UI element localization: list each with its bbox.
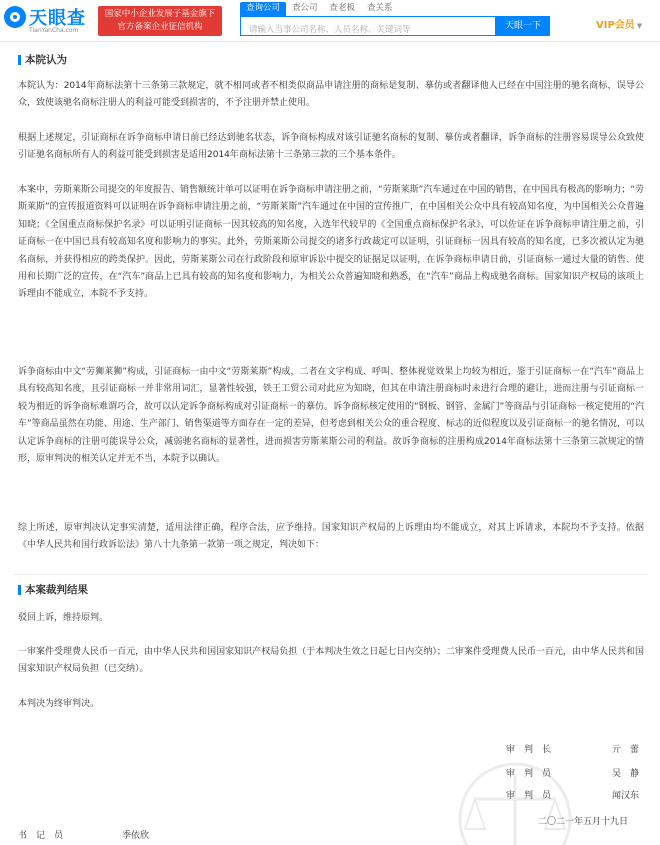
opinion-paragraph: 综上所述，原审判决认定事实清楚，适用法律正确，程序合法，应予维持。国家知识产权局的上诉理由均不能成立，对其上诉请求，本院均不予支持。依据《中华人民共和国行政诉讼法》第八十九条第一款第一项之规定，判决如下： bbox=[18, 523, 644, 551]
chevron-down-icon: ▼ bbox=[636, 22, 643, 30]
search-input[interactable] bbox=[241, 21, 495, 39]
signature-name: 吴 静 bbox=[612, 769, 640, 779]
section-title-result: 本案裁判结果 bbox=[18, 582, 88, 598]
tab-relation[interactable]: 查关系 bbox=[367, 3, 393, 13]
signature-name: 闻汉东 bbox=[612, 791, 640, 801]
top-header bbox=[0, 0, 660, 42]
site-logo[interactable] bbox=[4, 4, 94, 36]
opinion-paragraph: 本案中，劳斯莱斯公司提交的年度报告、销售额统计单可以证明在诉争商标申请注册之前，“劳斯莱斯”汽车通过在中国的销售，在中国具有极高的影响力；“劳斯莱斯”的宣传报道资料可以证明在诉争商标申请注册之前，“劳斯莱斯”汽车通过在中国的宣传推广，在中国相关公众中具有较高知名度，为中国相关公众普遍知晓；《全国重点商标保护名录》可以证明引证商标一因其较高的知名度，入选年代较早的《全国重点商标保护名录》，可以佐证在诉争商标申请注册之前，引证商标一在中国已具有较高知名度和影响力的事实。此外，劳斯莱斯公司提交的诸多行政裁定可以证明，引证商标一因具有较高的知名度，已多次被认定为驰名商标，并获得相应的跨类保护。因此，劳斯莱斯公司在行政阶段和原审诉讼中提交的证据足以证明，在诉争商标申请日前，引证商标一通过大量的销售、使用和长期广泛的宣传，在“汽车”商品上已具有较高的知名度和影响力，为相关公众普遍知晓和熟悉，在“汽车”商品上构成驰名商标。国家知识产权局的该项上诉理由不能成立，本院不予支持。 bbox=[18, 185, 644, 300]
badge-line2: 官方备案企业征信机构 bbox=[117, 22, 203, 32]
search-box bbox=[240, 16, 496, 36]
section-title-opinion: 本院认为 bbox=[18, 52, 67, 68]
badge-line1: 国家中小企业发展子基金旗下 bbox=[104, 9, 216, 19]
signature-role: 审 判 长 bbox=[506, 745, 552, 755]
opinion-paragraph: 根据上述规定，引证商标在诉争商标申请日前已经达到驰名状态，诉争商标构成对该引证驰名商标的复制、摹仿或者翻译，诉争商标的注册容易误导公众致使引证驰名商标所有人的利益可能受到损害是适用2014年商标法第十三条第三款的三个基本条件。 bbox=[18, 133, 644, 161]
tab-search-company[interactable]: 查询公司 bbox=[240, 2, 286, 16]
logo-text: 天眼查 bbox=[29, 8, 86, 29]
section-divider bbox=[14, 574, 648, 575]
tab-company[interactable]: 查公司 bbox=[292, 3, 318, 13]
judgment-date: 二〇二一年五月十九日 bbox=[538, 817, 629, 827]
result-paragraph: 驳回上诉，维持原判。 bbox=[18, 613, 109, 623]
clerk-role: 书 记 员 bbox=[18, 831, 64, 841]
vip-member-link[interactable] bbox=[596, 16, 642, 31]
opinion-paragraph: 诉争商标由中文“劳狮莱狮”构成，引证商标一由中文“劳斯莱斯”构成，二者在文字构成、呼叫、整体视觉效果上均较为相近，鉴于引证商标一在“汽车”商品上具有较高知名度，且引证商标一并非常用词汇，显著性较强，铁王工贸公司对此应为知晓，但其在申请注册商标时未进行合理的避让，进而注册与引证商标一较为相近的诉争商标难谓巧合，故可以认定诉争商标构成对引证商标一的摹仿。诉争商标核定使用的“钢板、钢管、金属门”等商品与引证商标一核定使用的“汽车”等商品虽然在功能、用途、生产部门、销售渠道等方面存在一定的差异，但考虑到相关公众的重合程度、标志的近似程度以及引证商标一的驰名情况，可以认定诉争商标的注册可能误导公众，减弱驰名商标的显著性，进而损害劳斯莱斯公司的利益。故诉争商标的注册构成2014年商标法第十三条第三款规定的情形，原审判决的相关认定并无不当，本院予以确认。 bbox=[18, 367, 644, 465]
result-paragraph: 一审案件受理费人民币一百元，由中华人民共和国国家知识产权局负担（于本判决生效之日起七日内交纳）；二审案件受理费人民币一百元，由中华人民共和国国家知识产权局负担（已交纳）。 bbox=[18, 647, 644, 675]
logo-subtitle: TianYanCha.com bbox=[29, 27, 79, 34]
signature-role: 审 判 员 bbox=[506, 769, 552, 779]
eye-logo-icon bbox=[4, 6, 26, 28]
vip-label: VIP会员 bbox=[596, 20, 635, 31]
official-badge[interactable] bbox=[98, 6, 222, 36]
signature-role: 审 判 员 bbox=[506, 791, 552, 801]
search-tabs bbox=[240, 2, 399, 16]
result-paragraph: 本判决为终审判决。 bbox=[18, 699, 100, 709]
tab-boss[interactable]: 查老板 bbox=[329, 3, 356, 13]
search-button[interactable]: 天眼一下 bbox=[496, 16, 550, 36]
clerk-name: 季依欣 bbox=[122, 831, 150, 841]
opinion-paragraph: 本院认为：2014年商标法第十三条第三款规定，就不相同或者不相类似商品申请注册的商标是复制、摹仿或者翻译他人已经在中国注册的驰名商标，误导公众，致使该驰名商标注册人的利益可能受到损害的，不予注册并禁止使用。 bbox=[18, 81, 644, 109]
judgment-content bbox=[0, 42, 660, 845]
signature-name: 亓 蕾 bbox=[612, 745, 640, 755]
